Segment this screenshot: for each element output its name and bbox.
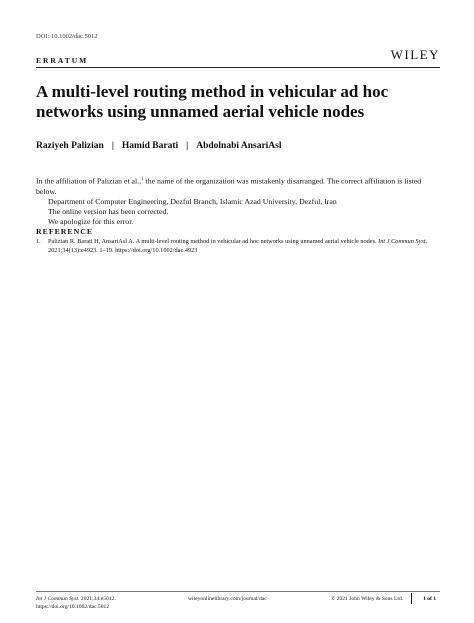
reference-text (48, 238, 438, 255)
section-label: ERRATUM (36, 56, 89, 65)
footer-doi-link[interactable]: https://doi.org/10.1002/dac.5012 (36, 603, 110, 610)
author-name: Abdolnabi AnsariAsl (196, 141, 282, 151)
footer-separator (411, 593, 412, 604)
reference-number: 1. (36, 238, 41, 245)
section-divider (36, 67, 440, 68)
reference-item (36, 238, 438, 255)
reference-list (36, 238, 438, 255)
footer-divider (36, 591, 440, 592)
author-name: Hamid Barati (121, 141, 179, 151)
author-separator: | (186, 141, 189, 151)
reference-journal: Int J Commun Syst. (378, 238, 428, 245)
article-title: A multi-level routing method in vehicular ad hoc networks using unnamed aerial vehicle nodes (36, 82, 389, 121)
reference-heading: REFERENCE (36, 227, 94, 236)
corrected-affiliation: Department of Computer Engineering, Dezful Branch, Islamic Azad University, Dezful, Iran (48, 196, 337, 206)
page-number: 1 of 1 (423, 596, 437, 602)
author-separator: | (111, 141, 114, 151)
footer-citation-line (36, 596, 116, 604)
footer-website-link[interactable]: wileyonlinelibrary.com/journal/dac (188, 596, 267, 602)
author-name: Raziyeh Palizian (36, 141, 104, 151)
footer-copyright: © 2021 John Wiley & Sons Ltd. (331, 596, 404, 602)
erratum-body (36, 175, 438, 227)
correction-note: The online version has been corrected. (48, 206, 169, 216)
paragraph-text: the name of the organization was mistakenly disarranged. The correct affiliation is listed below. (36, 176, 422, 196)
footer-journal: Int J Commun Syst. (36, 596, 80, 602)
doi-line: DOI: 10.1002/dac.5012 (36, 33, 98, 40)
footer-citation (36, 596, 116, 611)
publisher-logo: WILEY (390, 47, 440, 62)
erratum-paragraph (36, 175, 438, 197)
citation-superscript[interactable]: 1 (141, 177, 144, 182)
paragraph-text: In the affiliation of Palizian et al., (36, 176, 142, 186)
reference-end[interactable]: 2021;34(13):e4923. 1–19. https://doi.org/10.1002/dac.4923 (48, 246, 198, 254)
apology-note: We apologize for this error. (48, 216, 134, 226)
author-list (36, 141, 282, 151)
reference-main: Palizian R. Barati H, AnsariAsl A. A multi-level routing method in vehicular ad hoc networks using unnamed aerial vehicle nodes. (48, 238, 379, 245)
footer-volume: 2021;34:e5012. (79, 596, 116, 602)
